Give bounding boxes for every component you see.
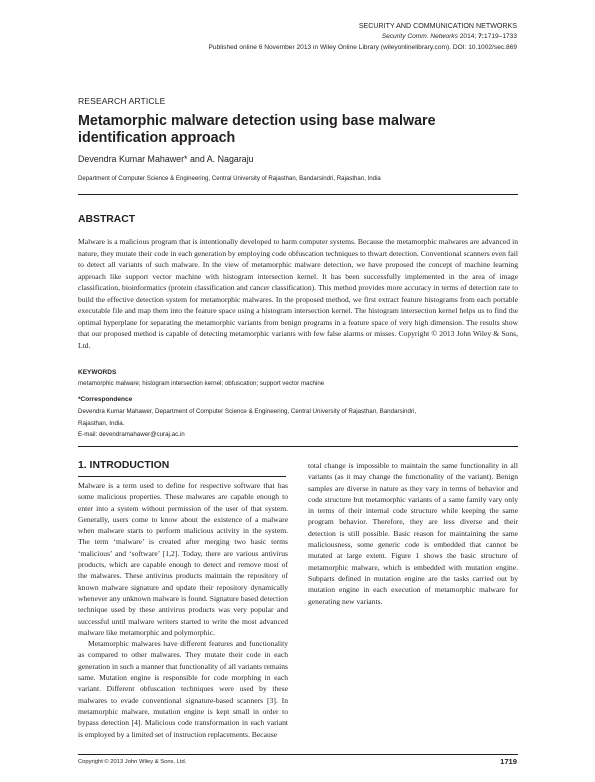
right-column [308, 460, 518, 607]
keywords-heading: KEYWORDS [78, 369, 117, 376]
publication-info: Published online 6 November 2013 in Wiley Online Library (wileyonlinelibrary.com). DOI: 10.1002/sec.869 [208, 44, 517, 51]
journal-name: SECURITY AND COMMUNICATION NETWORKS [358, 22, 517, 30]
section-divider [78, 446, 518, 447]
citation-volume: 7: [478, 33, 484, 40]
correspondence-country: Rajasthan, India. [78, 419, 125, 427]
abstract-text: Malware is a malicious program that is intentionally developed to harm computer systems. Because the metamorphic malwares are advanced in nature, they mutate their code in each generation by employing code obfuscation techniques to thwart detection. Conventional scanners even fail to detect all variants of such malware. In the view of metamorphic malware detection, we have proposed the concept of machine learning approach like support vector machine with histogram intersection kernel. It has been successfully implemented in the area of image classification, bioinformatics (protein classification and cancer classification). This method provides more accuracy in terms of detection rate to build the effective detection system for metamorphic malwares. In the proposed method, we first extract feature histograms from each portable executable file and map them into the feature space using a histogram intersection kernel. The histogram intersection kernel helps us to find the optimal hyperplane for separating the metamorphic variants from benign programs in a feature space of very high dimension. The results show that our proposed method is capable of detecting metamorphic variants with few false alarms or misses. Copyright © 2013 John Wiley & Sons, Ltd. [78, 237, 518, 350]
correspondence-heading: *Correspondence [78, 396, 133, 403]
intro-paragraph-2: Metamorphic malwares have different features and functionality as compared to other malwares. They mutate their code in each generation in such a manner that functionality of all variants remains same. Mutation engine is responsible for code morphing in each variant. Different obfuscation techniques were used by these malwares to evade conventional signature-based scanners [3]. In metamorphic malware, mutation engine is kept small in order to bypass detection [4]. Malicious code transformation in each variant is employed by a limited set of instruction replacements. Because [78, 639, 288, 739]
intro-paragraph-2-continued: total change is impossible to maintain the same functionality in all variants (as it may change the functionality of the variant). Benign samples are diverse in nature as they vary in terms of behavior and code structure but metamorphic variants of a same family vary only in terms of their internal code structure while keeping the same program behavior. Therefore, they are less diverse and their detection is still possible. Basic reason for maintaining the same maliciousness, some generic code is embedded that cannot be mutated at large extent. Figure 1 shows the basic structure of metamorphic malware, which is embedded with mutation engine. Subparts defined in mutation engine are the tasks carried out by mutation engine in each execution of metamorphic malware for generating new variants. [308, 461, 518, 606]
citation-year: 2014; [459, 33, 477, 40]
introduction-underline [78, 476, 286, 477]
authors: Devendra Kumar Mahawer* and A. Nagaraju [78, 154, 254, 164]
abstract-heading: ABSTRACT [78, 214, 136, 225]
correspondence-email: E-mail: devendramahawer@curaj.ac.in [78, 431, 185, 438]
citation-journal: Security Comm. Networks [381, 33, 458, 40]
page-number: 1719 [500, 757, 517, 766]
article-type: RESEARCH ARTICLE [78, 96, 166, 106]
footer-copyright: Copyright © 2013 John Wiley & Sons, Ltd. [78, 759, 187, 765]
affiliation: Department of Computer Science & Engineering, Central University of Rajasthan, Bandarsindri, Rajasthan, India [78, 175, 381, 182]
left-column [78, 480, 288, 740]
footer-divider [78, 754, 518, 755]
header-divider [78, 194, 518, 195]
citation-pages: 1719–1733 [483, 33, 517, 40]
keywords-text: metamorphic malware; histogram intersection kernel; obfuscation; support vector machine [78, 380, 325, 387]
introduction-heading: 1. INTRODUCTION [78, 460, 170, 471]
article-title: Metamorphic malware detection using base malware identification approach [78, 113, 436, 146]
journal-citation [382, 32, 517, 43]
correspondence-block [78, 406, 498, 441]
correspondence-address: Devendra Kumar Mahawer, Department of Computer Science & Engineering, Central University of Rajasthan, Bandarsindri, [78, 408, 417, 415]
intro-paragraph-1: Malware is a term used to define for respective software that has some malicious properties. These malwares are capable enough to enter into a system without permission of the user of that system. Generally, users come to know about the existence of a malware when malware starts to perform malicious activity in the system. The term ‘malware’ is created after merging two basic terms ‘malicious’ and ‘software’ [1,2]. Today, there are various antivirus products, which are capable enough to detect and remove most of the malwares. These antivirus products maintain the repository of known malware signature and update their repository dynamically whenever any unknown malware is found. Signature based detection technique used by these antivirus products was very popular and successful until malware writers started to write the most advanced malware like metamorphic and polymorphic. [78, 481, 288, 637]
